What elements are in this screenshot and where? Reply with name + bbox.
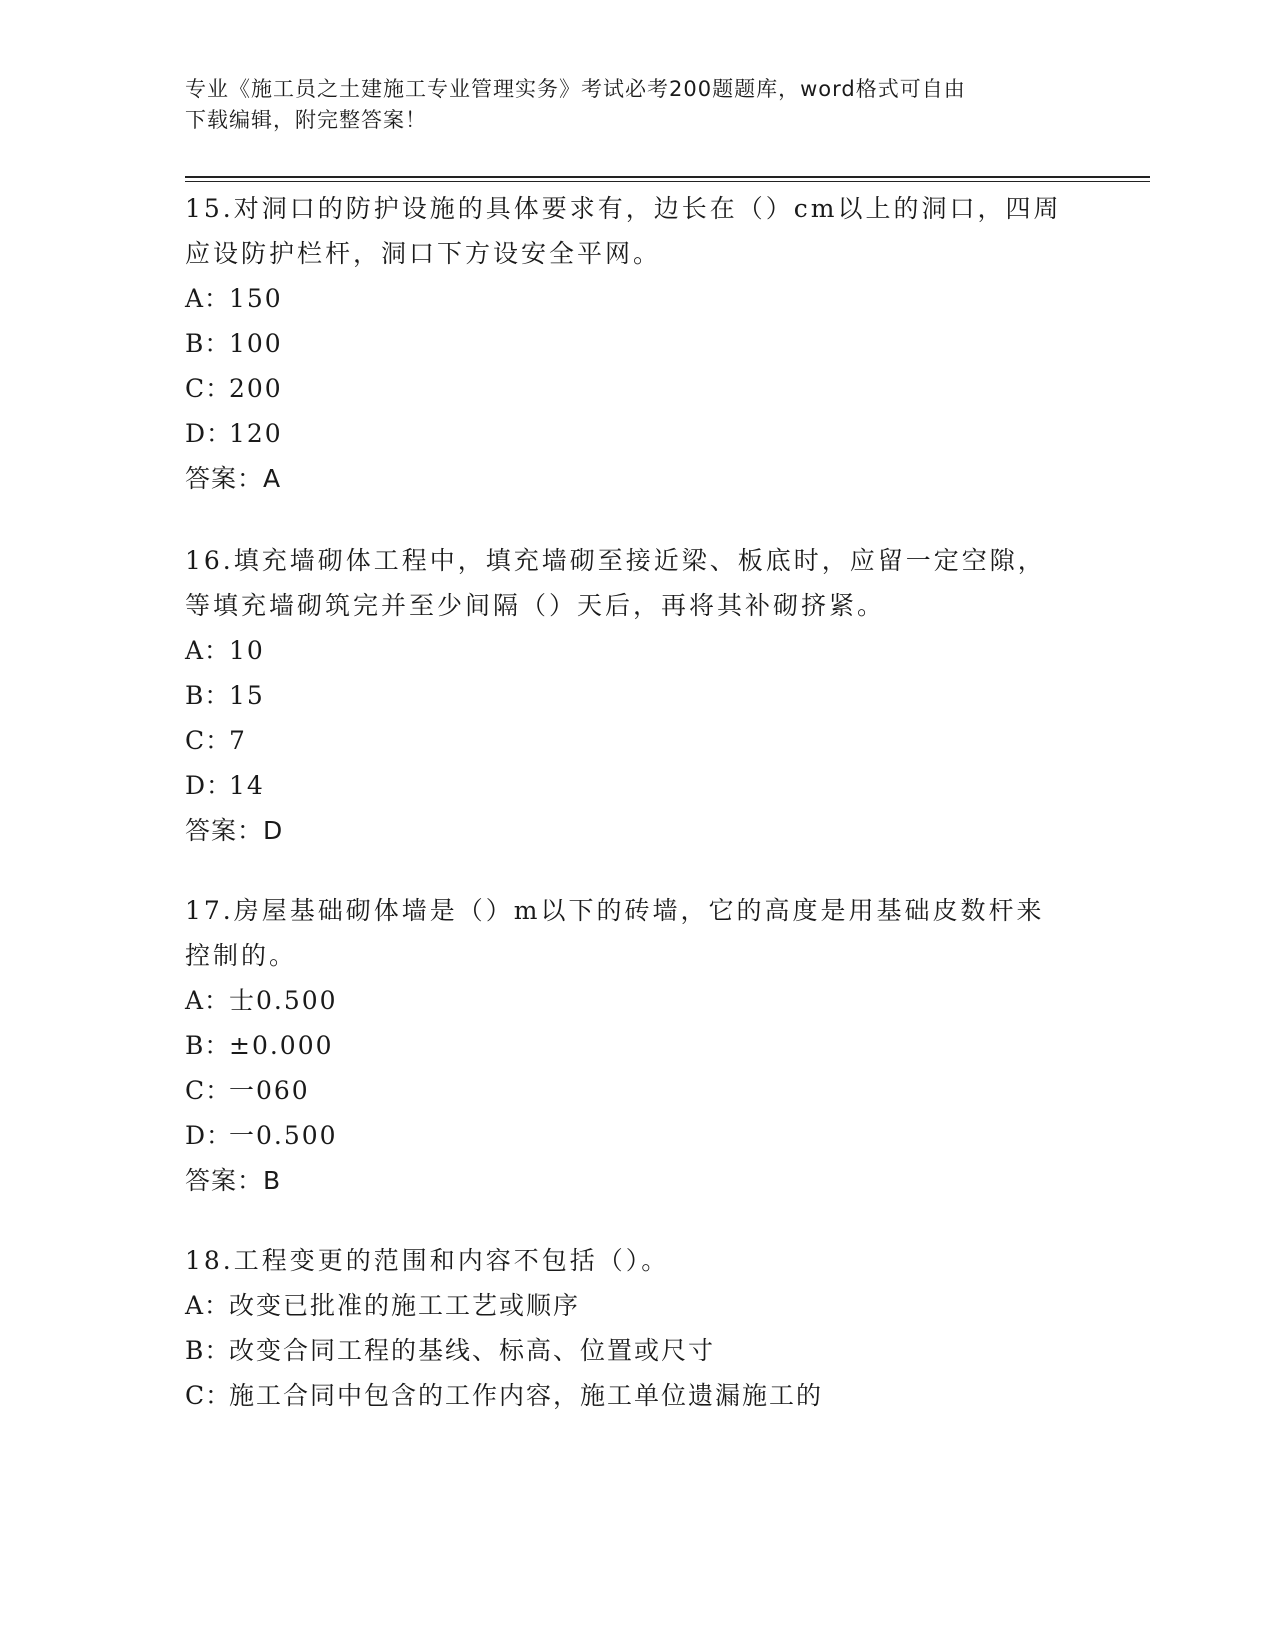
option-key: C： <box>185 1381 232 1410</box>
option-value: 一0.500 <box>229 1121 338 1150</box>
option-value: 士0.500 <box>229 986 338 1015</box>
option-key: B： <box>185 329 231 358</box>
option-value: 150 <box>229 284 283 313</box>
answer-label: 答案：A <box>185 464 282 493</box>
header-line-1: 专业《施工员之土建施工专业管理实务》考试必考200题题库，word格式可自由 <box>185 77 966 101</box>
option-key: D： <box>185 419 233 448</box>
option-b <box>185 1328 1085 1373</box>
option-value: 一060 <box>229 1076 310 1105</box>
option-value: ±0.000 <box>229 1031 334 1060</box>
option-value: 15 <box>229 681 265 710</box>
option-value: 7 <box>229 726 247 755</box>
question-text-line-2: 控制的。 <box>185 941 298 970</box>
question-17 <box>185 888 1085 1203</box>
option-c <box>185 1373 1085 1418</box>
question-text-line-1: 15.对洞口的防护设施的具体要求有，边长在（）cm以上的洞口，四周 <box>185 194 1062 223</box>
option-c <box>185 1068 1085 1113</box>
question-text-line-1: 17.房屋基础砌体墙是（）m以下的砖墙，它的高度是用基础皮数杆来 <box>185 896 1045 925</box>
option-key: B： <box>185 1031 231 1060</box>
document-header <box>185 74 1065 136</box>
option-c <box>185 366 1085 411</box>
answer-label: 答案：D <box>185 816 284 845</box>
option-d <box>185 1113 1085 1158</box>
option-value: 改变已批准的施工工艺或顺序 <box>229 1291 581 1320</box>
option-value: 120 <box>229 419 283 448</box>
question-18 <box>185 1238 1085 1418</box>
option-key: C： <box>185 726 232 755</box>
answer-label: 答案：B <box>185 1166 282 1195</box>
question-text-line-2: 等填充墙砌筑完并至少间隔（）天后，再将其补砌挤紧。 <box>185 591 886 620</box>
option-key: D： <box>185 1121 233 1150</box>
option-a <box>185 1283 1085 1328</box>
option-b <box>185 673 1085 718</box>
option-value: 14 <box>229 771 265 800</box>
option-d <box>185 763 1085 808</box>
header-line-2: 下载编辑，附完整答案！ <box>185 108 427 132</box>
option-a <box>185 978 1085 1023</box>
option-key: B： <box>185 1336 231 1365</box>
option-key: A： <box>185 986 231 1015</box>
option-value: 施工合同中包含的工作内容，施工单位遗漏施工的 <box>229 1381 824 1410</box>
question-text-line-2: 应设防护栏杆，洞口下方设安全平网。 <box>185 239 662 268</box>
question-15 <box>185 186 1085 501</box>
question-16 <box>185 538 1085 853</box>
question-text-line-1: 16.填充墙砌体工程中，填充墙砌至接近梁、板底时，应留一定空隙， <box>185 546 1046 575</box>
option-value: 100 <box>229 329 283 358</box>
option-key: B： <box>185 681 231 710</box>
option-key: A： <box>185 284 231 313</box>
option-b <box>185 321 1085 366</box>
option-a <box>185 276 1085 321</box>
option-key: D： <box>185 771 233 800</box>
header-divider-thick <box>185 176 1150 178</box>
option-c <box>185 718 1085 763</box>
option-key: C： <box>185 374 232 403</box>
option-value: 200 <box>229 374 283 403</box>
option-value: 10 <box>229 636 265 665</box>
option-key: C： <box>185 1076 232 1105</box>
header-divider-thin <box>185 181 1150 182</box>
option-key: A： <box>185 1291 231 1320</box>
option-d <box>185 411 1085 456</box>
option-key: A： <box>185 636 231 665</box>
option-value: 改变合同工程的基线、标高、位置或尺寸 <box>229 1336 716 1365</box>
question-text-line-1: 18.工程变更的范围和内容不包括（）。 <box>185 1246 670 1275</box>
option-b <box>185 1023 1085 1068</box>
option-a <box>185 628 1085 673</box>
